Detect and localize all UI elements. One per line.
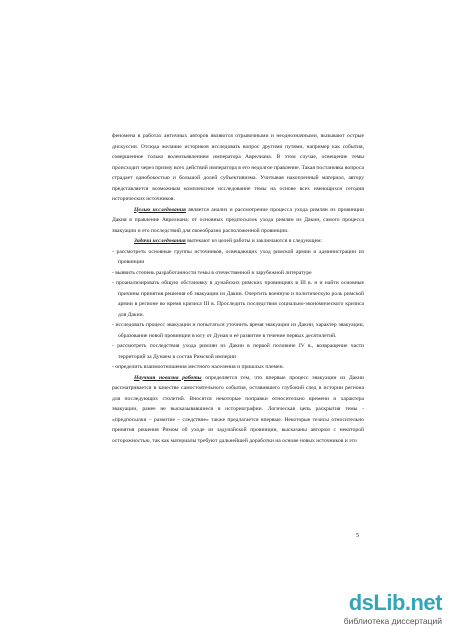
task-item: - рассмотреть последствия ухода римлян из Дакии в первой половине IV в., возвращение части территорий за Дунаем в состав Римской империи [112, 343, 365, 360]
task-item: - рассмотреть основные группы источников, освещающих уход римской армии и администрации из провинции [112, 248, 364, 265]
goal-text: является анализ и рассмотрение процесса ухода римлян из провинции Дакия в правление Аврелиана: от основных предпосылок ухода римлян из Дакии, самого процесса эвакуации и его последствий для своеобразно расположенной провинции. [112, 206, 365, 234]
novelty-paragraph [112, 373, 364, 447]
task-item-text: проанализировать общую обстановку в дунайских римских провинциях в III в. н и найти основные причины принятия решения об эвакуации из Дакии. Очертить военную и политическую роль римской армии в регионе во время кризиса III в. Проследить последствия социально-экономического кризиса для Дакии. [116, 280, 365, 318]
watermark-subtitle: библиотека диссертаций [343, 616, 442, 626]
novelty-text: определяется тем, что впервые процесс эвакуации из Дакии рассматривается в качестве самостоятельного события, оставившего глубокий след в истории региона для последующих столетий. Вносятся некоторые поправки относительно времени и характера эвакуации, ранее не высказывавшиеся в историографии. Логическая цепь раскрытия темы - «предпосылки – развитие – следствие» также предлагается впервые. Некоторые тезисы относительно принятия решения Римом об уходе из задунайской провинции, высказаны автором с некоторой осторожностью, так как материалы требуют дальнейшей доработки на основе новых источников и это [112, 374, 364, 444]
watermark-title: dsLib.net [348, 590, 442, 615]
task-item-text: исследовать процесс эвакуации и попытаться уточнить время эвакуации из Дакии, характер эвакуации, образование новой провинции в югу от Дуная и её развитие в течение первых десятилетий. [115, 322, 365, 339]
novelty-label: Научная новизна работы [134, 374, 202, 381]
task-item: - проанализировать общую обстановку в дунайских римских провинциях в III в. н и найти основные причины принятия решения об эвакуации из Дакии. Очертить военную и политическую роль римской армии в регионе во время кризиса III в. Проследить последствия социально-экономического кризиса для Дакии. [112, 280, 365, 318]
task-item-text: рассмотреть основные группы источников, освещающих уход римской армии и администрации из провинции [116, 248, 364, 265]
task-item: - исследовать процесс эвакуации и попытаться уточнить время эвакуации из Дакии, характер эвакуации, образование новой провинции в югу от Дуная и её развитие в течение первых десятилетий. [112, 322, 365, 339]
page-body [112, 131, 364, 446]
goal-paragraph [112, 205, 364, 237]
task-item-text: рассмотреть последствия ухода римлян из Дакии в первой половине IV в., возвращение части территорий за Дунаем в состав Римской империи [117, 343, 365, 360]
page-number: 5 [356, 533, 359, 539]
task-item: - выявить степень разработанности темы в отечественной и зарубежной литературе [112, 269, 312, 276]
tasks-text: вытекают из целей работы и заключаются в следующем: [185, 238, 323, 244]
goal-label: Целью исследования [134, 206, 186, 213]
task-item-text: определить взаимоотношения местного населения и пришлых племен. [115, 364, 285, 370]
watermark-logo [306, 590, 446, 630]
intro-paragraph: феномена в работах античных авторов являются отрывочными и неоднозначными, вызывают острые дискуссии. Отсюда желание историков исследовать вопрос другими путями, например как события, совершенное только волеизъявлением императора Аврелиана. В этом случае, освещение темы происходит через призму всех действий императора в его недолгое правление. Такая постановка вопроса страдает однобокостью и большой долей субъективизма. Учитывая накопленный материал, автору представляется возможным комплексное исследование темы на основе всех имеющихся сегодня исторических источников. [112, 133, 364, 202]
tasks-paragraph [112, 236, 364, 247]
task-item: - определить взаимоотношения местного населения и пришлых племен. [112, 364, 285, 370]
tasks-label: Задачи исследования [134, 238, 186, 244]
task-item-text: выявить степень разработанности темы в отечественной и зарубежной литературе [115, 269, 312, 276]
